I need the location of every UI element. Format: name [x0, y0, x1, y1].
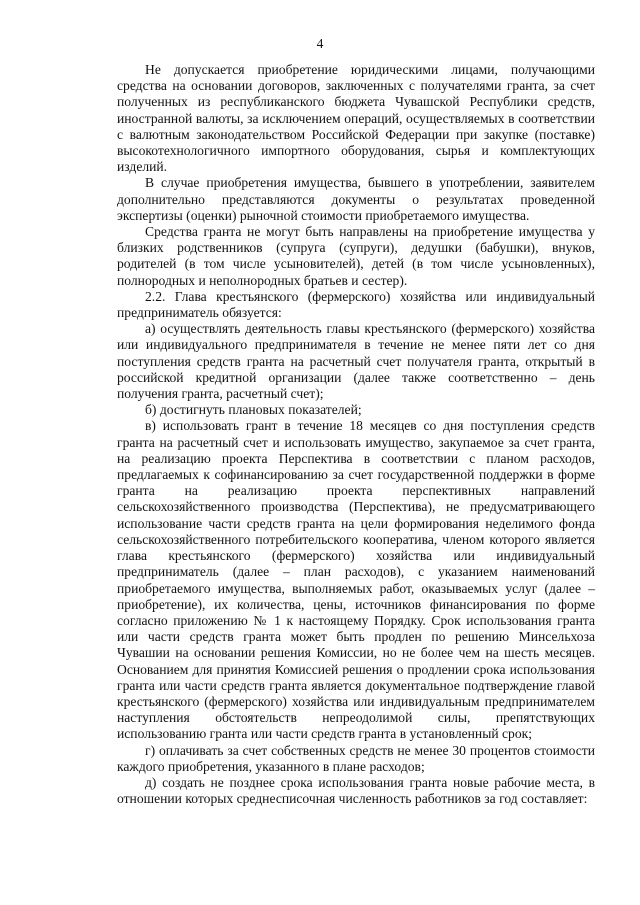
paragraph: Не допускается приобретение юридическими лицами, получающими средства на основании договоров, заключенных с получателями гранта, за счет полученных из республиканского бюджета Чувашской Республики средств, иностранной валюты, за исключением операций, осуществляемых в соответствии с валютным законодательством Российской Федерации при закупке (поставке) высокотехнологичного импортного оборудования, сырья и комплектующих изделий. [117, 62, 595, 175]
paragraph: в) использовать грант в течение 18 месяцев со дня поступления средств гранта на расчетный счет и использовать имущество, закупаемое за счет гранта, на реализацию проекта Перспектива в соответствии с планом расходов, предлагаемых к софинансированию за счет государственной поддержки в форме гранта на реализацию проекта перспективных направлений сельскохозяйственного производства (Перспектива), не предусматривающего использование части средств гранта на цели формирования неделимого фонда сельскохозяйственного потребительского кооператива, членом которого является глава крестьянского (фермерского) хозяйства или индивидуальный предприниматель (далее – план расходов), с указанием наименований приобретаемого имущества, выполняемых работ, оказываемых услуг (далее – приобретение), их количества, цены, источников финансирования по форме согласно приложению № 1 к настоящему Порядку. Срок использования гранта или части средств гранта может быть продлен по решению Минсельхоза Чувашии на основании решения Комиссии, но не более чем на шесть месяцев. Основанием для принятия Комиссией решения о продлении срока использования гранта или части средств гранта является документальное подтверждение главой крестьянского (фермерского) хозяйства или индивидуальным предпринимателем наступления обстоятельств непреодолимой силы, препятствующих использованию гранта или части средств гранта в установленный срок; [117, 418, 595, 742]
paragraph: г) оплачивать за счет собственных средств не менее 30 процентов стоимости каждого приобретения, указанного в плане расходов; [117, 742, 595, 774]
paragraph: Средства гранта не могут быть направлены на приобретение имущества у близких родственников (супруга (супруги), дедушки (бабушки), внуков, родителей (в том числе усыновителей), детей (в том числе усыновленных), полнородных и неполнородных братьев и сестер). [117, 224, 595, 288]
paragraph: б) достигнуть плановых показателей; [145, 402, 362, 418]
paragraph: В случае приобретения имущества, бывшего в употреблении, заявителем дополнительно представляются документы о результатах проведенной экспертизы (оценки) рыночной стоимости приобретаемого имущества. [117, 175, 595, 223]
page-number: 4 [316, 36, 324, 51]
paragraph: 2.2. Глава крестьянского (фермерского) хозяйства или индивидуальный предприниматель обязуется: [117, 288, 595, 321]
paragraph: д) создать не позднее срока использования гранта новые рабочие места, в отношении которых среднесписочная численность работников за год составляет: [117, 774, 595, 807]
paragraph: а) осуществлять деятельность главы крестьянского (фермерского) хозяйства или индивидуального предпринимателя в течение не менее пяти лет со дня поступления средств гранта на расчетный счет получателя гранта, открытый в российской кредитной организации (далее также соответственно – день получения гранта, расчетный счет); [117, 321, 595, 402]
document-body [117, 62, 595, 807]
